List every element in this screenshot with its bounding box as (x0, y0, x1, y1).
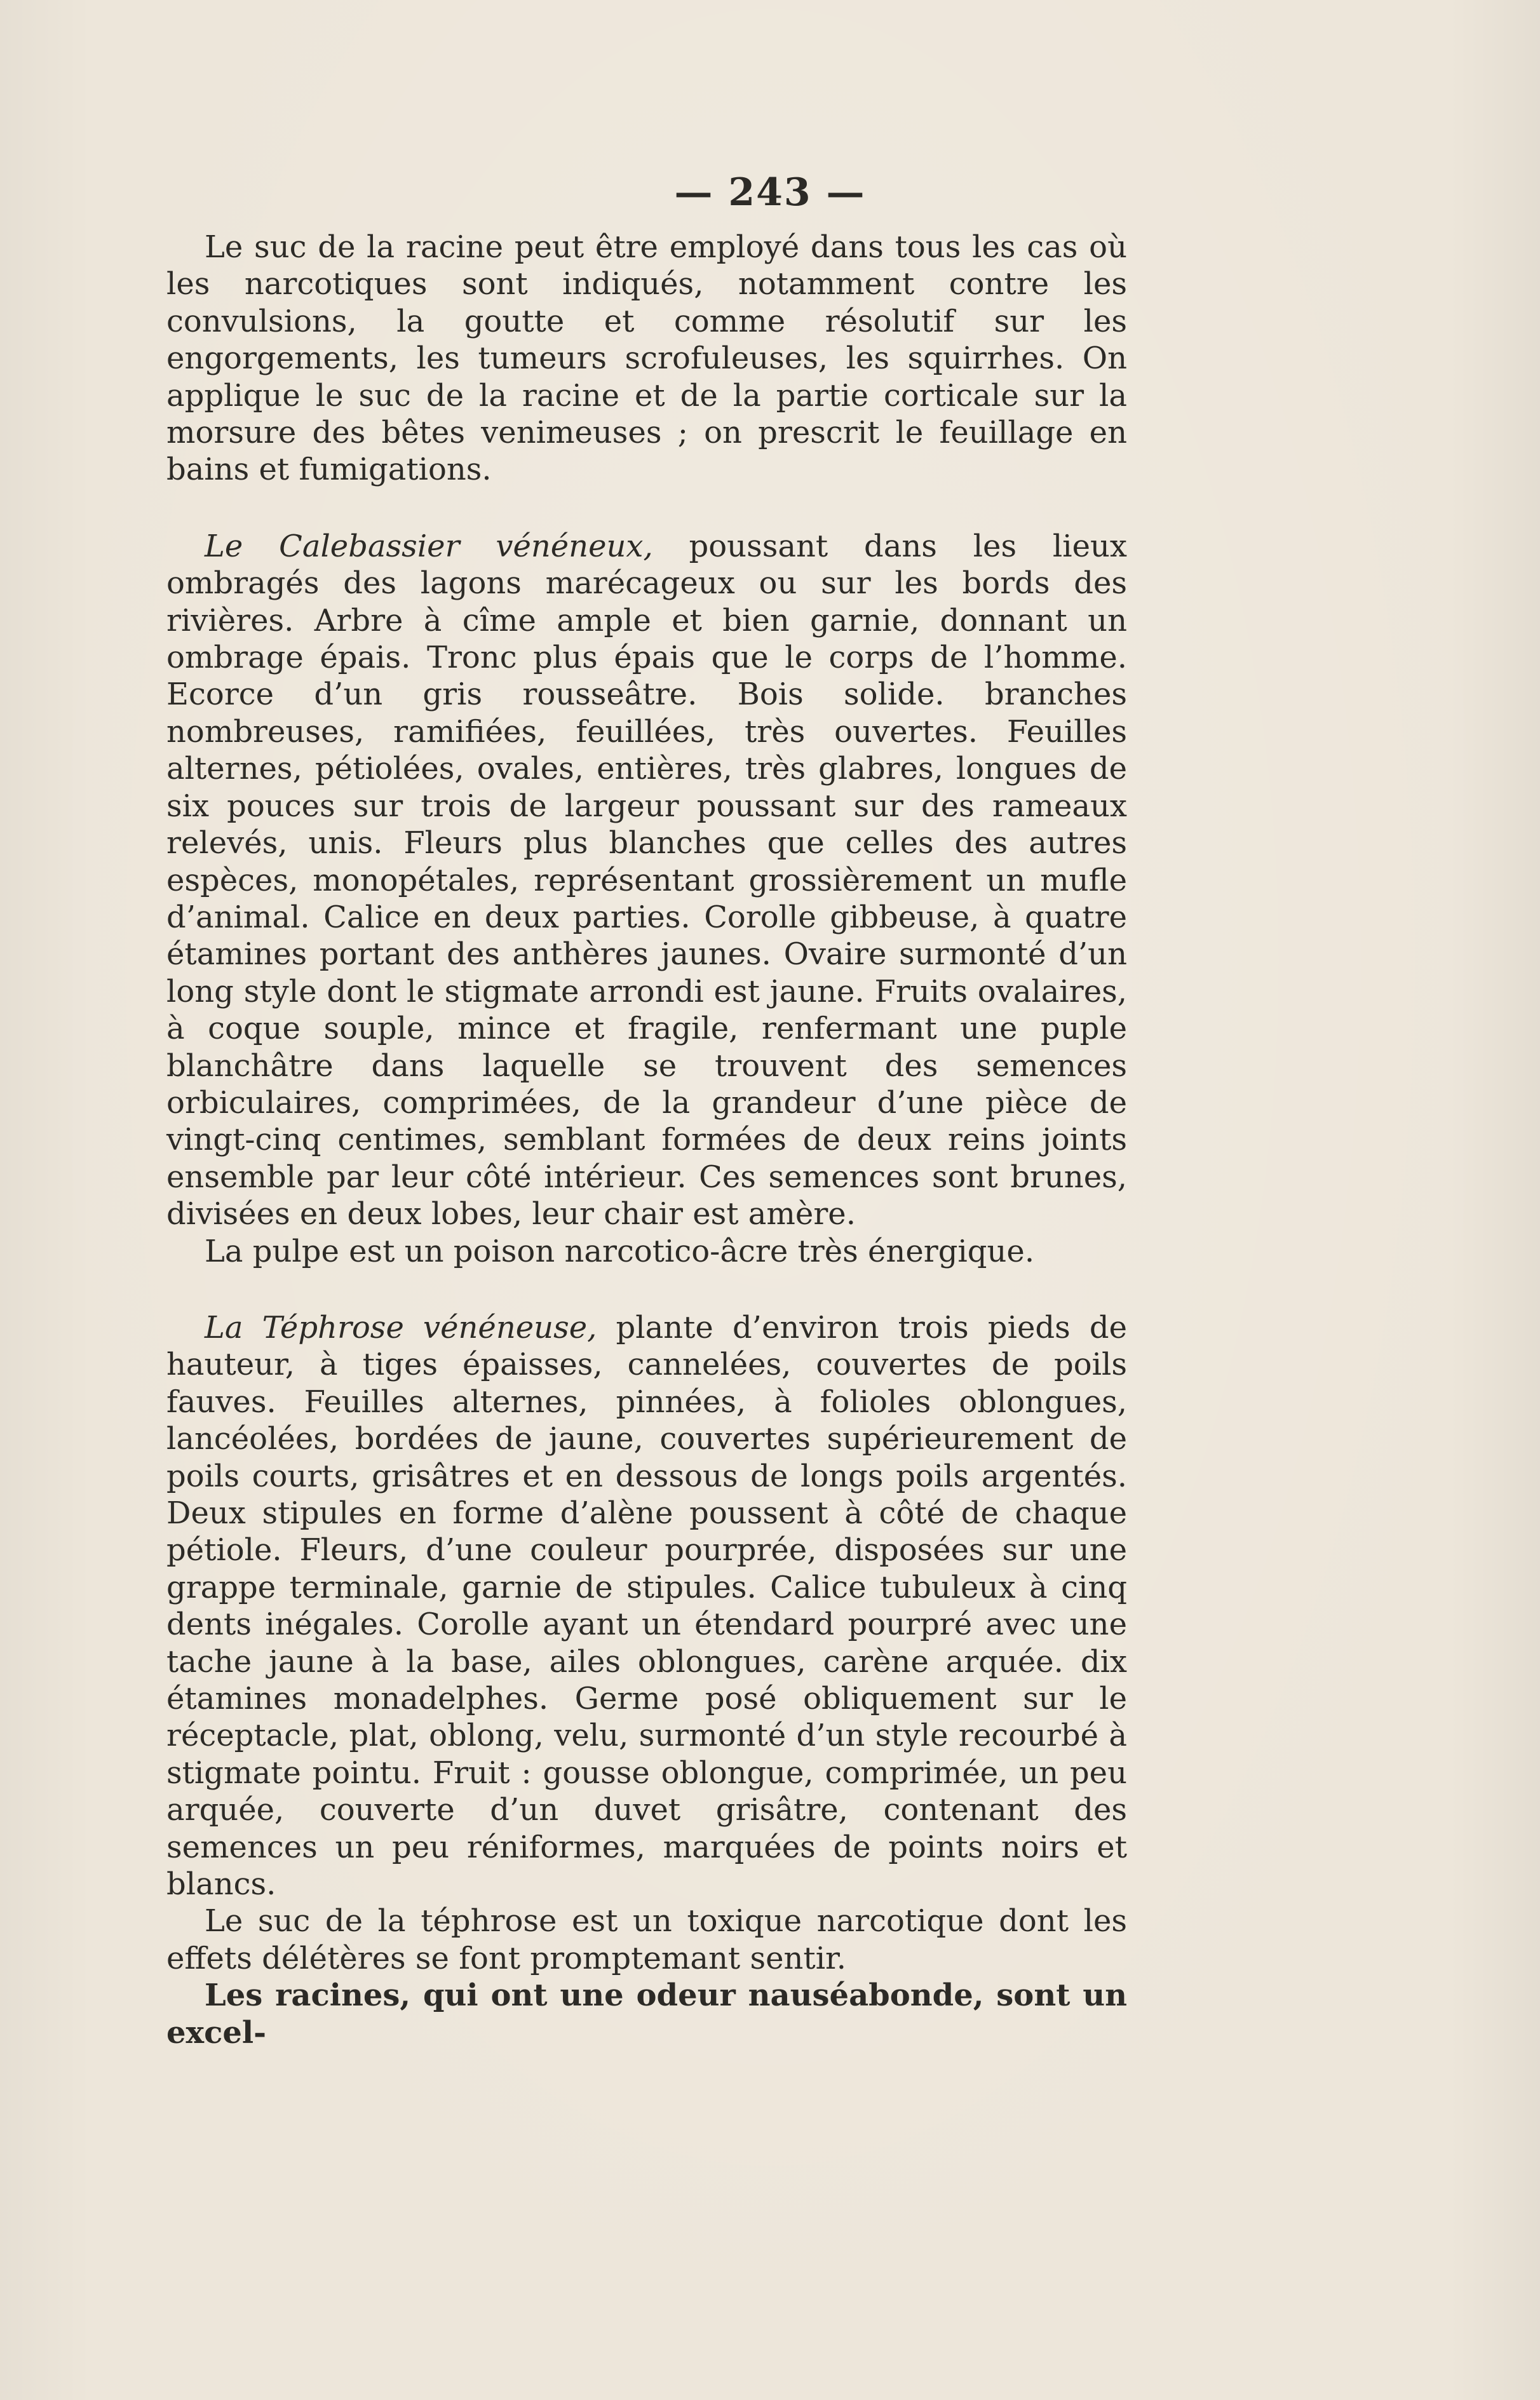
paragraph-suc-tephrose (166, 1903, 1127, 1977)
paragraph-pulpe (166, 1233, 1127, 1270)
paragraph-tephrose (166, 1309, 1127, 1903)
paragraph-racines (166, 1977, 1127, 2051)
paragraph-racine-usage (166, 229, 1127, 489)
species-name-tephrose: La Téphrose vénéneuse, (205, 1309, 597, 1345)
paragraph-text: Le suc de la téphrose est un toxique narcotique dont les effets délétères se font promptemant sentir. (166, 1903, 1127, 1976)
paragraph-text: Les racines, qui ont une odeur nauséabonde, sont un excel- (166, 1978, 1127, 2051)
species-name-calebassier: Le Calebassier vénéneux, (205, 528, 653, 564)
paragraph-text: La pulpe est un poison narcotico-âcre très énergique. (205, 1233, 1035, 1269)
paragraph-text: Le suc de la racine peut être employé dans tous les cas où les narcotiques sont indiqués, notamment contre les convulsions, la goutte et comme résolutif sur les engorgements, les tumeurs scrofuleuses, les squirrhes. On applique le suc de la racine et de la partie corticale sur la morsure des bêtes venimeuses ; on prescrit le feuillage en bains et fumigations. (166, 229, 1127, 488)
page-number: — 243 — (674, 170, 866, 215)
body-text (166, 229, 1127, 2051)
paragraph-text: poussant dans les lieux ombragés des lagons marécageux ou sur les bords des rivières. Arbre à cîme ample et bien garnie, donnant un ombrage épais. Tronc plus épais que le corps de l’homme. Ecorce d’un gris rousseâtre. Bois solide. branches nombreuses, ramifiées, feuillées, très ouvertes. Feuilles alternes, pétiolées, ovales, entières, très glabres, longues de six pouces sur trois de largeur poussant sur des rameaux relevés, unis. Fleurs plus blanches que celles des autres espèces, monopétales, représentant grossièrement un mufle d’animal. Calice en deux parties. Corolle gibbeuse, à quatre étamines portant des anthères jaunes. Ovaire surmonté d’un long style dont le stigmate arrondi est jaune. Fruits ovalaires, à coque souple, mince et fragile, renfermant une puple blanchâtre dans laquelle se trouvent des semences orbiculaires, comprimées, de la grandeur d’une pièce de vingt-cinq centimes, semblant formées de deux reins joints ensemble par leur côté intérieur. Ces semences sont brunes, divisées en deux lobes, leur chair est amère. (166, 528, 1127, 1232)
paragraph-text: plante d’environ trois pieds de hauteur, à tiges épaisses, cannelées, couvertes de poils fauves. Feuilles alternes, pinnées, à folioles oblongues, lancéolées, bordées de jaune, couvertes supérieurement de poils courts, grisâtres et en dessous de longs poils argentés. Deux stipules en forme d’alène poussent à côté de chaque pétiole. Fleurs, d’une couleur pourprée, disposées sur une grappe terminale, garnie de stipules. Calice tubuleux à cinq dents inégales. Corolle ayant un étendard pourpré avec une tache jaune à la base, ailes oblongues, carène arquée. dix étamines monadelphes. Germe posé obliquement sur le réceptacle, plat, oblong, velu, surmonté d’un style recourbé à stigmate pointu. Fruit : gousse oblongue, comprimée, un peu arquée, couverte d’un duvet grisâtre, contenant des semences un peu réniformes, marquées de points noirs et blancs. (166, 1309, 1128, 1903)
paragraph-calebassier (166, 528, 1127, 1233)
